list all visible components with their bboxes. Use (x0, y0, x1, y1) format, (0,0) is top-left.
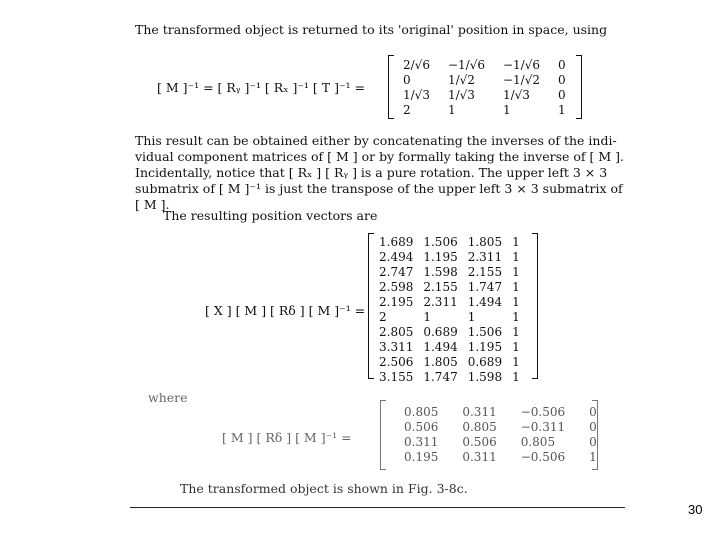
eq3-row (392, 404, 609, 419)
eq2-cell: 1 (467, 309, 476, 324)
eq3-cell: 0 (589, 404, 597, 419)
eq2-cell: 3.311 (379, 339, 414, 354)
eq2-cell: 1 (512, 309, 520, 324)
eq2-cell: 2.311 (467, 249, 503, 264)
eq2-cell: 3.155 (379, 369, 414, 384)
eq2-cell: 2.195 (379, 294, 414, 309)
eq1-cell: −1/√6 (502, 57, 540, 72)
eq3-row (392, 434, 609, 449)
closing-text: The transformed object is shown in Fig. 3-8c. (180, 481, 468, 496)
eq2-lhs: [ X ] [ M ] [ Rδ ] [ M ]⁻¹ = (205, 303, 366, 318)
eq1-cell: 1/√3 (403, 87, 430, 102)
eq1-cell: 2 (403, 102, 411, 117)
resulting-text: The resulting position vectors are (163, 208, 378, 223)
eq2-cell: 1.598 (467, 369, 503, 384)
eq3-cell: 1 (589, 449, 597, 464)
eq1-cell: 1 (502, 102, 511, 117)
paragraph-line-5: [ M ]. (135, 197, 170, 212)
eq2-cell: 1 (512, 249, 520, 264)
eq2-cell: 1 (512, 294, 520, 309)
eq2-cell: 2.311 (423, 294, 458, 309)
paragraph-line-2: vidual component matrices of [ M ] or by formally taking the inverse of [ M ]. (135, 149, 624, 164)
eq2-cell: 2.155 (423, 279, 458, 294)
paragraph-line-3: Incidentally, notice that [ Rₓ ] [ Rᵧ ] is a pure rotation. The upper left 3 × 3 (135, 165, 608, 180)
eq3-cell: 0 (589, 419, 597, 434)
eq1-matrix-table (394, 57, 575, 117)
paragraph-line-1: This result can be obtained either by concatenating the inverses of the indi- (135, 133, 617, 148)
eq1-row (394, 57, 575, 72)
eq1-row (394, 102, 575, 117)
eq3-row (392, 449, 609, 464)
eq2-row (374, 324, 525, 339)
eq3-cell: 0.506 (404, 419, 439, 434)
eq1-cell: 1/√3 (447, 87, 475, 102)
eq2-cell: 1.494 (467, 294, 503, 309)
eq1-row (394, 72, 575, 87)
eq1-matrix (388, 55, 582, 119)
eq2-cell: 1.805 (423, 354, 458, 369)
eq2-cell: 1.805 (467, 234, 503, 249)
eq2-cell: 0.689 (423, 324, 458, 339)
eq1-cell: 1 (558, 102, 566, 117)
eq3-cell: 0.805 (462, 419, 497, 434)
page-number: 30 (688, 502, 703, 517)
footer-rule (130, 507, 625, 508)
eq2-cell: 2.747 (379, 264, 414, 279)
eq2-cell: 1.598 (423, 264, 458, 279)
eq1-row (394, 87, 575, 102)
eq1-cell: 2/√6 (403, 57, 430, 72)
eq2-cell: 1.195 (467, 339, 503, 354)
eq2-row (374, 354, 525, 369)
where-text: where (148, 390, 188, 405)
eq2-cell: 1 (512, 279, 520, 294)
eq2-cell: 1 (512, 234, 520, 249)
eq2-row (374, 249, 525, 264)
eq2-row (374, 234, 525, 249)
eq3-cell: 0.311 (404, 434, 439, 449)
eq2-cell: 2.155 (467, 264, 503, 279)
eq2-row (374, 294, 525, 309)
eq3-cell: 0 (589, 434, 597, 449)
eq1-cell: −1/√2 (502, 72, 540, 87)
eq2-cell: 1.506 (467, 324, 503, 339)
eq2-cell: 1 (512, 264, 520, 279)
eq2-cell: 2.805 (379, 324, 414, 339)
eq3-cell: −0.311 (520, 419, 566, 434)
eq2-row (374, 369, 525, 384)
eq1-cell: −1/√6 (447, 57, 485, 72)
eq2-row (374, 264, 525, 279)
eq1-cell: 0 (558, 57, 566, 72)
eq2-cell: 0.689 (467, 354, 503, 369)
eq3-lhs: [ M ] [ Rδ ] [ M ]⁻¹ = (222, 430, 352, 445)
eq1-cell: 1/√2 (447, 72, 475, 87)
eq3-cell: 0.195 (404, 449, 439, 464)
eq2-cell: 1.689 (379, 234, 414, 249)
eq2-cell: 2 (379, 309, 387, 324)
eq3-cell: −0.506 (520, 404, 566, 419)
eq2-cell: 1.747 (467, 279, 503, 294)
eq2-row (374, 279, 525, 294)
eq3-cell: 0.311 (462, 404, 497, 419)
eq2-row (374, 339, 525, 354)
paragraph-line-4: submatrix of [ M ]⁻¹ is just the transpose of the upper left 3 × 3 submatrix of (135, 181, 623, 196)
eq1-cell: 1 (447, 102, 456, 117)
eq2-cell: 1 (512, 354, 520, 369)
eq3-row (392, 419, 609, 434)
eq2-matrix-table (374, 234, 525, 384)
eq2-cell: 1.494 (423, 339, 458, 354)
intro-text: The transformed object is returned to its 'original' position in space, using (135, 22, 608, 37)
eq2-cell: 1.195 (423, 249, 458, 264)
eq3-matrix (380, 400, 598, 470)
eq1-cell: 0 (403, 72, 411, 87)
eq2-cell: 1.747 (423, 369, 458, 384)
eq2-cell: 2.598 (379, 279, 414, 294)
eq2-row (374, 309, 525, 324)
eq3-cell: −0.506 (520, 449, 566, 464)
eq2-cell: 1 (512, 339, 520, 354)
eq1-cell: 1/√3 (502, 87, 530, 102)
eq3-matrix-table (392, 404, 609, 464)
eq1-cell: 0 (558, 72, 566, 87)
eq3-cell: 0.805 (520, 434, 556, 449)
eq3-cell: 0.805 (404, 404, 439, 419)
eq2-cell: 1.506 (423, 234, 458, 249)
eq2-cell: 1 (512, 324, 520, 339)
eq2-cell: 2.494 (379, 249, 414, 264)
eq2-cell: 2.506 (379, 354, 414, 369)
eq2-cell: 1 (512, 369, 520, 384)
eq2-cell: 1 (423, 309, 431, 324)
eq3-cell: 0.311 (462, 449, 497, 464)
eq1-cell: 0 (558, 87, 566, 102)
eq2-matrix (368, 233, 538, 384)
eq1-lhs: [ M ]⁻¹ = [ Rᵧ ]⁻¹ [ Rₓ ]⁻¹ [ T ]⁻¹ = (157, 80, 366, 95)
eq3-cell: 0.506 (462, 434, 497, 449)
